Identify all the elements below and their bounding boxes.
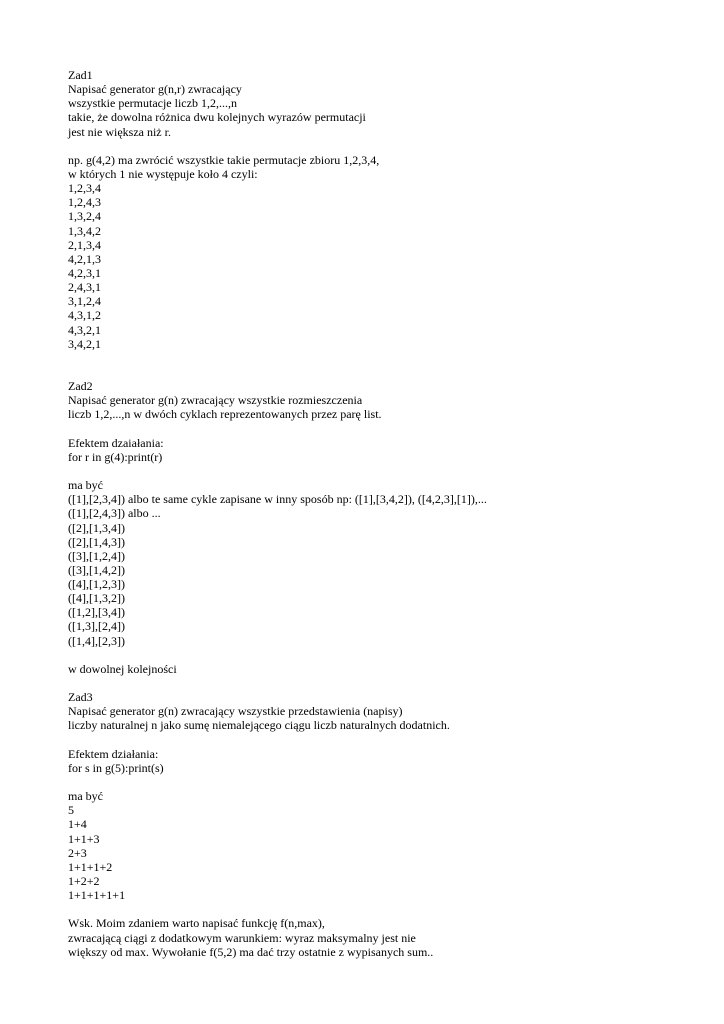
text-line: Napisać generator g(n,r) zwracający (68, 82, 242, 97)
text-line: Efektem dzaiałania: (68, 435, 164, 450)
document-body (68, 68, 708, 959)
text-line: Zad2 (68, 379, 93, 394)
text-line: 5 (68, 803, 74, 818)
text-line: 4,2,1,3 (68, 251, 101, 266)
text-line: Napisać generator g(n) zwracający wszystkie przedstawienia (napisy) (68, 704, 403, 719)
text-line: 2,1,3,4 (68, 237, 101, 252)
text-line: Efektem działania: (68, 746, 159, 761)
text-line: 3,4,2,1 (68, 336, 101, 351)
blank-line (68, 775, 708, 789)
text-line: ([1],[2,4,3]) albo ... (68, 506, 161, 521)
text-line: 4,3,1,2 (68, 308, 101, 323)
text-line: zwracającą ciągi z dodatkowym warunkiem: wyraz maksymalny jest nie (68, 930, 416, 945)
text-line: ([3],[1,2,4]) (68, 548, 125, 563)
text-line: 2+3 (68, 845, 87, 860)
text-line: ([4],[1,3,2]) (68, 591, 125, 606)
text-line: jest nie większa niż r. (68, 124, 171, 139)
text-line: 1+1+1+2 (68, 859, 113, 874)
text-line: w dowolnej kolejności (68, 661, 177, 676)
text-line: liczby naturalnej n jako sumę niemalejącego ciągu liczb naturalnych dodatnich. (68, 718, 450, 733)
text-line: ([1],[2,3,4]) albo te same cykle zapisane w inny sposób np: ([1],[3,4,2]), ([4,2,3],[1]),... (68, 492, 487, 507)
text-line: Napisać generator g(n) zwracający wszystkie rozmieszczenia (68, 393, 363, 408)
text-line: ([1,2],[3,4]) (68, 605, 125, 620)
text-line: ([3],[1,4,2]) (68, 562, 125, 577)
text-line: 1,2,4,3 (68, 195, 101, 210)
text-line: 2,4,3,1 (68, 280, 101, 295)
text-line: Zad3 (68, 690, 93, 705)
blank-line (68, 365, 708, 379)
text-line: 4,2,3,1 (68, 265, 101, 280)
text-line: ma być (68, 478, 103, 493)
text-line: for r in g(4):print(r) (68, 449, 163, 464)
text-line: 4,3,2,1 (68, 322, 101, 337)
blank-line (68, 902, 708, 916)
text-line: Wsk. Moim zdaniem warto napisać funkcję f(n,max), (68, 916, 325, 931)
text-line: 1+4 (68, 817, 87, 832)
text-line: ([4],[1,2,3]) (68, 577, 125, 592)
text-line: 1,3,2,4 (68, 209, 101, 224)
text-line: ([2],[1,3,4]) (68, 520, 125, 535)
text-line: np. g(4,2) ma zwrócić wszystkie takie permutacje zbioru 1,2,3,4, (68, 152, 380, 167)
text-line: takie, że dowolna różnica dwu kolejnych wyrazów permutacji (68, 110, 366, 125)
blank-line (68, 139, 708, 153)
blank-line (68, 676, 708, 690)
text-line: 1,2,3,4 (68, 181, 101, 196)
text-line: for s in g(5):print(s) (68, 760, 164, 775)
text-line: większy od max. Wywołanie f(5,2) ma dać trzy ostatnie z wypisanych sum.. (68, 944, 434, 959)
text-line: ([1,4],[2,3]) (68, 633, 125, 648)
blank-line (68, 422, 708, 436)
blank-line (68, 648, 708, 662)
blank-line (68, 464, 708, 478)
text-line: 1+1+3 (68, 831, 100, 846)
text-line: 3,1,2,4 (68, 294, 101, 309)
text-line: 1+2+2 (68, 874, 100, 889)
text-line: ([2],[1,4,3]) (68, 534, 125, 549)
blank-line (68, 351, 708, 365)
text-line: liczb 1,2,...,n w dwóch cyklach reprezentowanych przez parę list. (68, 407, 382, 422)
text-line: 1+1+1+1+1 (68, 888, 126, 903)
text-line: w których 1 nie występuje koło 4 czyli: (68, 166, 258, 181)
text-line: Zad1 (68, 68, 93, 82)
text-line: ([1,3],[2,4]) (68, 619, 125, 634)
text-line: 1,3,4,2 (68, 223, 101, 238)
text-line: wszystkie permutacje liczb 1,2,...,n (68, 96, 237, 111)
blank-line (68, 733, 708, 747)
text-line: ma być (68, 789, 103, 804)
